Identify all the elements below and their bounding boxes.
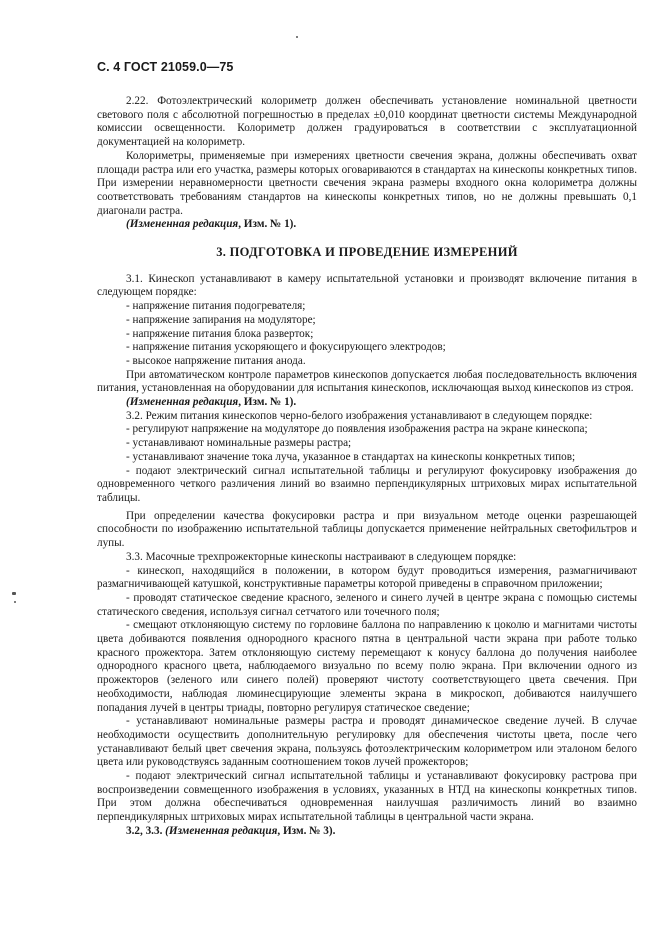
page-header: С. 4 ГОСТ 21059.0—75 <box>97 60 234 74</box>
amendment-note-1-label: (Измененная редакция <box>126 218 239 231</box>
list-item: - высокое напряжение питания анода. <box>126 354 306 367</box>
list-item: - напряжение питания подогревателя; <box>126 300 306 313</box>
section-title: 3. ПОДГОТОВКА И ПРОВЕДЕНИЕ ИЗМЕРЕНИЙ <box>216 245 518 260</box>
list-item: - устанавливают номинальные размеры растра; <box>126 437 352 450</box>
amendment-note-3-prefix: 3.2, 3.3. <box>126 824 166 837</box>
list-item: - проводят статическое сведение красного, зеленого и синего лучей в центре экрана с помощью системы статического сведения, используя сигнал сетчатого или точечного поля; <box>97 591 637 618</box>
list-item: - напряжение питания блока разверток; <box>126 327 314 340</box>
amendment-note-1-suffix: , Изм. № 1). <box>238 218 297 231</box>
list-item: - подают электрический сигнал испытательной таблицы и регулируют фокусировку изображения до одновременного четкого различения линий во взаимно перпендикулярных штриховых мирах испытательной таблицы. <box>97 464 637 504</box>
paragraph-focus: При определении качества фокусировки растра и при визуальном методе оценки разрешающей способности по изображению испытательной таблицы допускается применение нейтральных светофильтров и лупы. <box>97 509 637 550</box>
paragraph-3-3: 3.3. Масочные трехпрожекторные кинескопы настраивают в следующем порядке: <box>126 550 517 563</box>
amendment-note-3 <box>97 825 637 839</box>
amendment-note-3-suffix: , Изм. № 3). <box>277 824 336 837</box>
amendment-note-3-label: (Измененная редакция <box>165 824 278 837</box>
list-item: - напряжение запирания на модуляторе; <box>126 313 316 326</box>
paragraph-colorimeters: Колориметры, применяемые при измерениях цветности свечения экрана, должны обеспечивать охват площади растра или его участка, размеры которых оговариваются в стандартах на кинескопы конкретных типов. При измерении неравномерности цветности свечения экрана размеры входного окна колориметра должны соответствовать требованиям стандартов на кинескопы конкретных типов, но не должны превышать 0,1 диагонали растра. <box>97 149 637 217</box>
list-item: - смещают отклоняющую систему по горловине баллона по направлению к цоколю и магнитами чистоты цвета добиваются появления однородного красного пятна в центральной части экрана при работе только красного прожектора. Затем отклоняющую систему перемещают к конусу баллона до получения наиболее однородного красного цвета, наблюдаемого визуально по всему полю экрана. При включении одного из прожекторов (зеленого или синего полей) проверяют чистоту соответствующего цвета свечения. При необходимости, наблюдая люминесцирующие элементы экрана в микроскоп, добиваются наилучшего попадания лучей в центры триады, повторно регулируя статическое сведение; <box>97 619 637 714</box>
paragraph-3-2: 3.2. Режим питания кинескопов черно-белого изображения устанавливают в следующем порядке: <box>126 409 593 422</box>
scan-speck <box>12 592 16 595</box>
amendment-note-2-suffix: , Изм. № 1). <box>238 396 297 409</box>
scan-speck <box>296 36 298 38</box>
list-item: - устанавливают значение тока луча, указанное в стандартах на кинескопы конкретных типов; <box>126 450 576 463</box>
amendment-note-2-label: (Измененная редакция <box>126 396 239 409</box>
amendment-note-2 <box>97 396 637 410</box>
paragraph-auto-control: При автоматическом контроле параметров кинескопов допускается любая последовательность включения питания, установленная на оборудовании для испытания кинескопов, исключающая выход кинескопов из строя. <box>97 368 637 395</box>
paragraph-3-1: 3.1. Кинескоп устанавливают в камеру испытательной установки и производят включение питания в следующем порядке: <box>97 272 637 299</box>
paragraph-2-22: 2.22. Фотоэлектрический колориметр должен обеспечивать установление номинальной цветности светового поля с абсолютной погрешностью в пределах ±0,010 координат цветности системы Международной комиссии освещенности. Колориметр должен градуироваться в соответствии с эксплуатационной документацией на колориметр. <box>97 95 637 149</box>
list-item: - напряжение питания ускоряющего и фокусирующего электродов; <box>126 341 446 354</box>
scan-speck <box>14 601 16 603</box>
list-item: - кинескоп, находящийся в положении, в котором будут проводиться измерения, размагничивают размагничивающей катушкой, конструктивные параметры которой приведены в справочном приложении; <box>97 564 637 591</box>
amendment-note-1 <box>97 218 637 232</box>
document-body <box>97 95 637 839</box>
list-item: - регулируют напряжение на модуляторе до появления изображения растра на экране кинескопа; <box>126 423 588 436</box>
list-item: - устанавливают номинальные размеры растра и проводят динамическое сведение лучей. В случае необходимости осуществить дополнительную регулировку для обеспечения чистоты цвета, после чего устанавливают белый цвет свечения экрана, пользуясь фотоэлектрическим колориметром или эталоном белого цвета или руководствуясь заданным соотношением токов лучей прожекторов; <box>97 715 637 769</box>
list-item: - подают электрический сигнал испытательной таблицы и устанавливают фокусировку растрова при воспроизведении совмещенного изображения в условиях, указанных в НТД на кинескопы конкретных типов. При этом должна обеспечиваться одновременная наилучшая различимость линий во взаимно перпендикулярных штриховых мирах испытательной таблицы в центральной части экрана. <box>97 770 637 824</box>
